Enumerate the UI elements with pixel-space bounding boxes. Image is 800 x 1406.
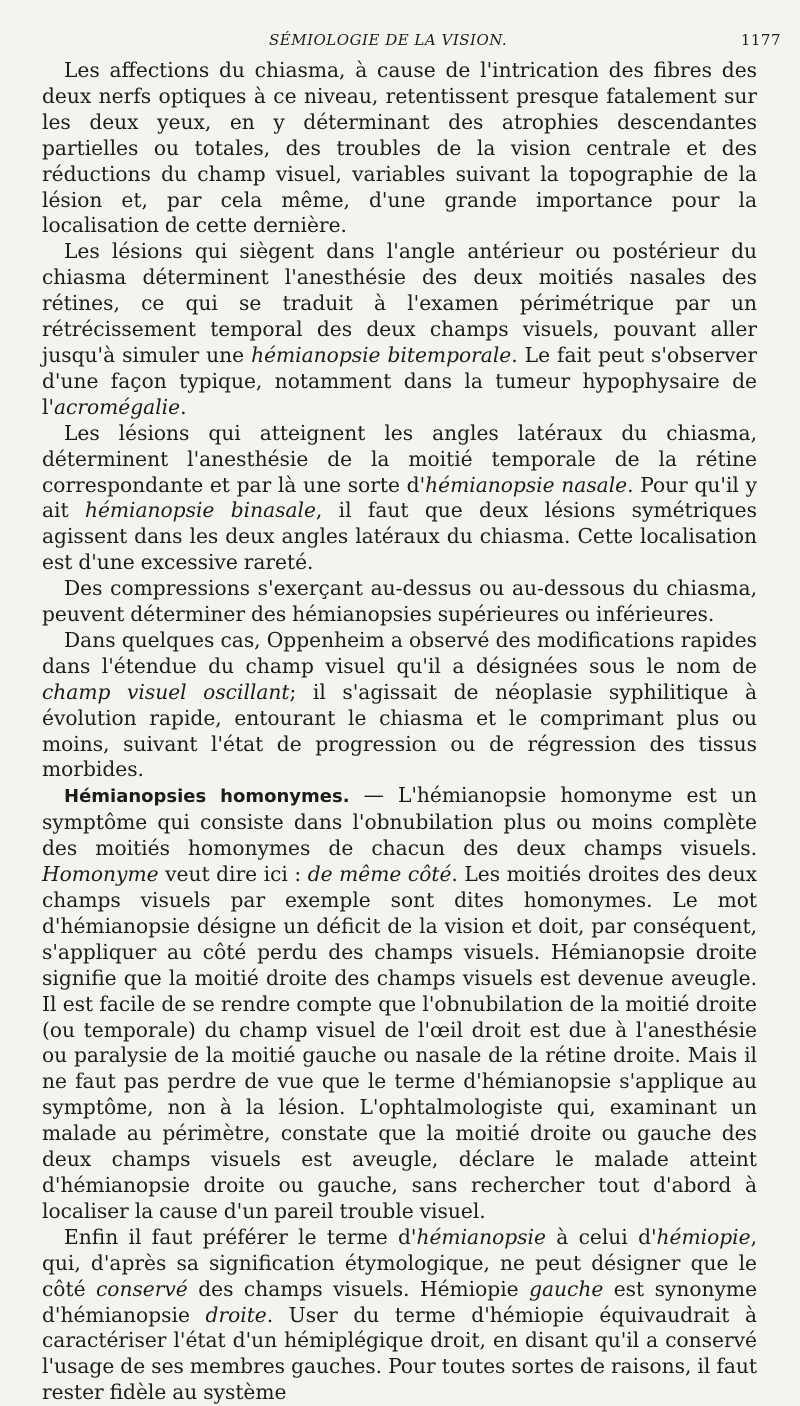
italic-term: hémianopsie nasale: [425, 472, 628, 497]
running-title: SÉMIOLOGIE DE LA VISION.: [269, 31, 508, 49]
italic-term: de même côté: [307, 862, 452, 887]
italic-term: hémianopsie binasale: [84, 498, 316, 523]
paragraph-oppenheim: [42, 628, 757, 783]
paragraph-text: . Les moitiés droites des deux champs visuels par exemple sont dites homonymes. Le mot d'hémianopsie désigne un déficit de la vision et doit, par conséquent, s'appliquer au côté perdu des champs visuels. Hémianopsie droite signifie que la moitié droite des champs visuels est devenue aveugle. Il est facile de se rendre compte que l'obnubilation de la moitié droite (ou temporale) du champ visuel de l'œil droit est due à l'anesthésie ou paralysie de la moitié gauche ou nasale de la rétine droite. Mais il ne faut pas perdre de vue que le terme d'hémianopsie s'applique au symptôme, non à la lésion. L'ophtalmologiste qui, examinant un malade au périmètre, constate que la moitié droite ou gauche des deux champs visuels est aveugle, déclare le malade atteint d'hémianopsie droite ou gauche, sans rechercher tout d'abord à localiser la cause d'un pareil trouble visuel.: [42, 862, 757, 1223]
paragraph-homonymous-hemianopsia: [42, 783, 757, 1224]
paragraph-text: . User du terme d'hémiopie équivaudrait à caractériser l'état d'un hémiplégique droit, en disant qu'il a conservé l'usage de ses membres gauches. Pour toutes sortes de raisons, il faut rester fidèle au système: [42, 1302, 757, 1405]
italic-term: Homonyme: [42, 862, 159, 887]
paragraph-text: veut dire ici :: [158, 862, 308, 887]
paragraph-terminology: [42, 1225, 757, 1406]
paragraph-text: , il faut que deux lésions symétriques agissent dans les deux angles latéraux du chiasma. Cette localisation est d'une excessive rareté.: [42, 498, 757, 575]
paragraph-text: — L'hémianopsie homonyme est un symptôme qui consiste dans l'obnubilation plus ou moins complète des moitiés homonymes de chacun des deux champs visuels.: [42, 783, 757, 861]
paragraph-text: est synonyme d'hémianopsie: [42, 1276, 758, 1327]
paragraph-text: à celui d': [545, 1224, 657, 1249]
page-number: 1177: [740, 31, 781, 49]
paragraph-angle-lesions: [42, 239, 757, 420]
paragraph-text: Des compressions s'exerçant au-dessus ou au-dessous du chiasma, peuvent déterminer des hémianopsies supérieures ou inférieures.: [42, 576, 757, 627]
paragraph-text: Dans quelques cas, Oppenheim a observé des modifications rapides dans l'étendue du champ visuel qu'il a désignées sous le nom de: [42, 627, 757, 678]
italic-term: conservé: [95, 1276, 188, 1301]
italic-term: champ visuel oscillant: [42, 679, 290, 704]
paragraph-compressions: [42, 576, 757, 628]
paragraph-text: Les lésions qui siègent dans l'angle antérieur ou postérieur du chiasma déterminent l'anesthésie des deux moitiés nasales des rétines, ce qui se traduit à l'examen périmétrique par un rétrécissement temporal des deux champs visuels, pouvant aller jusqu'à simuler une: [42, 239, 757, 367]
italic-term: hémianopsie bitemporale: [251, 342, 512, 367]
italic-term: acromégalie: [54, 394, 181, 419]
paragraph-text: . Le fait peut s'observer d'une façon typique, notamment dans la tumeur hypophysaire de l': [42, 342, 757, 419]
paragraph-text: ; il s'agissait de néoplasie syphilitique à évolution rapide, entourant le chiasma et le comprimant plus ou moins, suivant l'état de progression ou de régression des tissus morbides.: [42, 679, 757, 782]
paragraph-text: , qui, d'après sa signification étymologique, ne peut désigner que le côté: [42, 1224, 757, 1301]
paragraph-text: des champs visuels. Hémiopie: [187, 1276, 530, 1301]
paragraph-lateral-lesions: [42, 421, 757, 576]
paragraph-chiasma-affections: [42, 58, 757, 239]
running-header: [42, 24, 781, 58]
paragraph-text: Les affections du chiasma, à cause de l'intrication des fibres des deux nerfs optiques à ce niveau, retentissent presque fatalement sur les deux yeux, en y déterminant des atrophies descendantes partielles ou totales, des troubles de la vision centrale et des réductions du champ visuel, variables suivant la topographie de la lésion et, par cela même, d'une grande importance pour la localisation de cette dernière.: [42, 58, 757, 238]
section-heading: Hémianopsies homonymes.: [64, 786, 350, 808]
paragraph-text: Enfin il faut préférer le terme d': [64, 1224, 417, 1249]
paragraph-text: .: [180, 394, 187, 419]
italic-term: hémianopsie: [416, 1224, 546, 1249]
italic-term: hémiopie: [656, 1224, 751, 1249]
body-text: [42, 58, 757, 1406]
italic-term: gauche: [529, 1276, 604, 1301]
italic-term: droite: [205, 1302, 267, 1327]
paragraph-text: Les lésions qui atteignent les angles latéraux du chiasma, déterminent l'anesthésie de la moitié temporale de la rétine correspondante et par là une sorte d': [42, 420, 757, 497]
paragraph-text: . Pour qu'il y ait: [42, 472, 757, 523]
